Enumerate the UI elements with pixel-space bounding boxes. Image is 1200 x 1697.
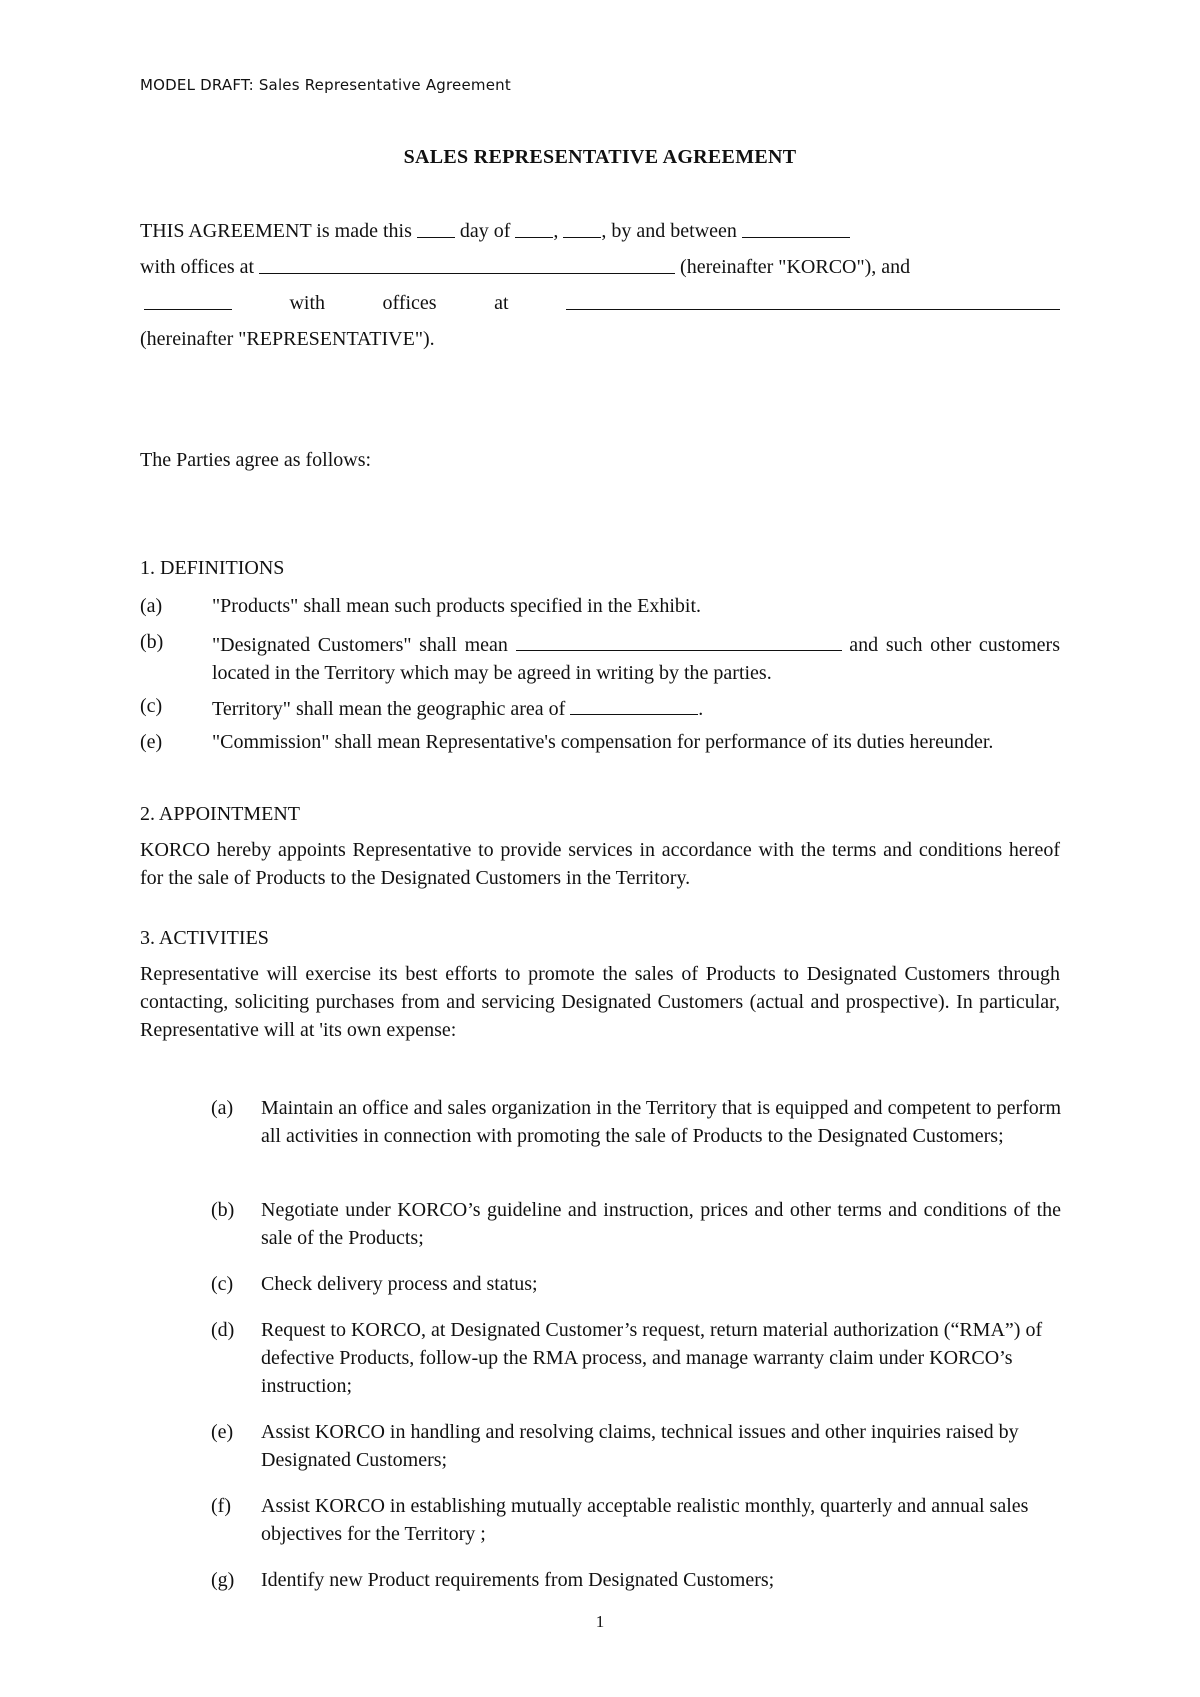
item-text-part: "Designated Customers" shall mean — [212, 634, 508, 656]
item-text-part: Territory" shall mean the geographic area of — [212, 698, 566, 720]
definition-item — [140, 692, 1060, 723]
activities-paragraph: Representative will exercise its best efforts to promote the sales of Products to Designated Customers through contacting, soliciting purchases from and servicing Designated Customers (actual and prospective). In particular, Representative will at 'its own expense: — [140, 963, 1060, 1041]
preamble-text: at — [494, 292, 509, 314]
preamble-text: with — [289, 292, 326, 314]
item-label: (e) — [140, 731, 163, 753]
item-text: Maintain an office and sales organization in the Territory that is equipped and competent to perform all activities in connection with promoting the sale of Products to the Designated Customers; — [261, 1097, 1061, 1147]
item-label: (g) — [211, 1569, 235, 1591]
preamble-line-4 — [140, 321, 1060, 357]
preamble-text: , by and between — [601, 220, 737, 242]
preamble-text: day of — [459, 220, 511, 242]
activity-item — [211, 1196, 1061, 1252]
preamble-text: (hereinafter "KORCO"), and — [680, 256, 911, 278]
blank-field-day[interactable] — [417, 213, 455, 238]
item-label: (e) — [211, 1421, 234, 1443]
item-text — [212, 628, 1060, 687]
appointment-paragraph: KORCO hereby appoints Representative to provide services in accordance with the terms and conditions hereof for the sale of Products to the Designated Customers in the Territory. — [140, 839, 1060, 889]
preamble-text: (hereinafter "REPRESENTATIVE"). — [140, 328, 435, 350]
item-text — [212, 692, 1060, 723]
blank-field-korco-address[interactable] — [259, 249, 675, 274]
item-label: (b) — [140, 631, 164, 653]
running-header: MODEL DRAFT: Sales Representative Agreement — [140, 76, 511, 94]
section-heading-activities: 3. ACTIVITIES — [140, 927, 269, 949]
item-label: (a) — [211, 1097, 234, 1119]
blank-field-party-korco[interactable] — [742, 213, 850, 238]
activity-item — [211, 1418, 1061, 1474]
activity-item — [211, 1566, 1061, 1594]
preamble-text: with offices at — [140, 256, 255, 278]
activity-item — [211, 1316, 1061, 1400]
blank-field-year[interactable] — [563, 213, 601, 238]
item-text: "Commission" shall mean Representative's compensation for performance of its duties hereunder. — [212, 731, 994, 753]
definition-item — [140, 728, 1060, 756]
activity-item — [211, 1270, 1061, 1298]
preamble-line-3 — [140, 285, 1060, 321]
blank-field-representative-address[interactable] — [566, 285, 1060, 310]
definition-item — [140, 628, 1060, 687]
item-label: (c) — [140, 695, 163, 717]
item-text: Request to KORCO, at Designated Customer’s request, return material authorization (“RMA”) of defective Products, follow-up the RMA process, and manage warranty claim under KORCO’s instruction; — [261, 1319, 1043, 1397]
blank-field-territory[interactable] — [570, 692, 698, 715]
activity-item — [211, 1094, 1061, 1150]
item-text: "Products" shall mean such products specified in the Exhibit. — [212, 595, 702, 617]
section-heading-appointment: 2. APPOINTMENT — [140, 803, 301, 825]
item-label: (a) — [140, 595, 163, 617]
document-title: SALES REPRESENTATIVE AGREEMENT — [403, 146, 797, 168]
blank-field-party-representative[interactable] — [144, 285, 232, 310]
item-text-part: and such other customers located in the Territory which may be agreed in writing by the parties. — [212, 634, 1060, 684]
item-text-part: . — [698, 698, 704, 720]
preamble-text: , — [553, 220, 559, 242]
blank-field-designated-customers[interactable] — [516, 628, 842, 651]
preamble-text: THIS AGREEMENT is made this — [140, 220, 412, 242]
intro-sentence: The Parties agree as follows: — [140, 449, 372, 471]
blank-field-month[interactable] — [515, 213, 553, 238]
preamble-line-1 — [140, 213, 1060, 249]
activity-item — [211, 1492, 1061, 1548]
item-text: Assist KORCO in establishing mutually acceptable realistic monthly, quarterly and annual sales objectives for the Territory ; — [261, 1495, 1029, 1545]
item-text: Check delivery process and status; — [261, 1273, 538, 1295]
item-label: (b) — [211, 1199, 235, 1221]
item-text: Identify new Product requirements from Designated Customers; — [261, 1569, 775, 1591]
definition-item — [140, 592, 1060, 620]
preamble-text: offices — [382, 292, 437, 314]
section-heading-definitions: 1. DEFINITIONS — [140, 557, 285, 579]
item-label: (d) — [211, 1319, 235, 1341]
item-text: Assist KORCO in handling and resolving claims, technical issues and other inquiries raised by Designated Customers; — [261, 1421, 1019, 1471]
item-text: Negotiate under KORCO’s guideline and instruction, prices and other terms and conditions of the sale of the Products; — [261, 1199, 1061, 1249]
page-number: 1 — [595, 1612, 605, 1631]
item-label: (f) — [211, 1495, 231, 1517]
item-label: (c) — [211, 1273, 234, 1295]
preamble — [140, 213, 1060, 357]
preamble-line-2 — [140, 249, 1060, 285]
